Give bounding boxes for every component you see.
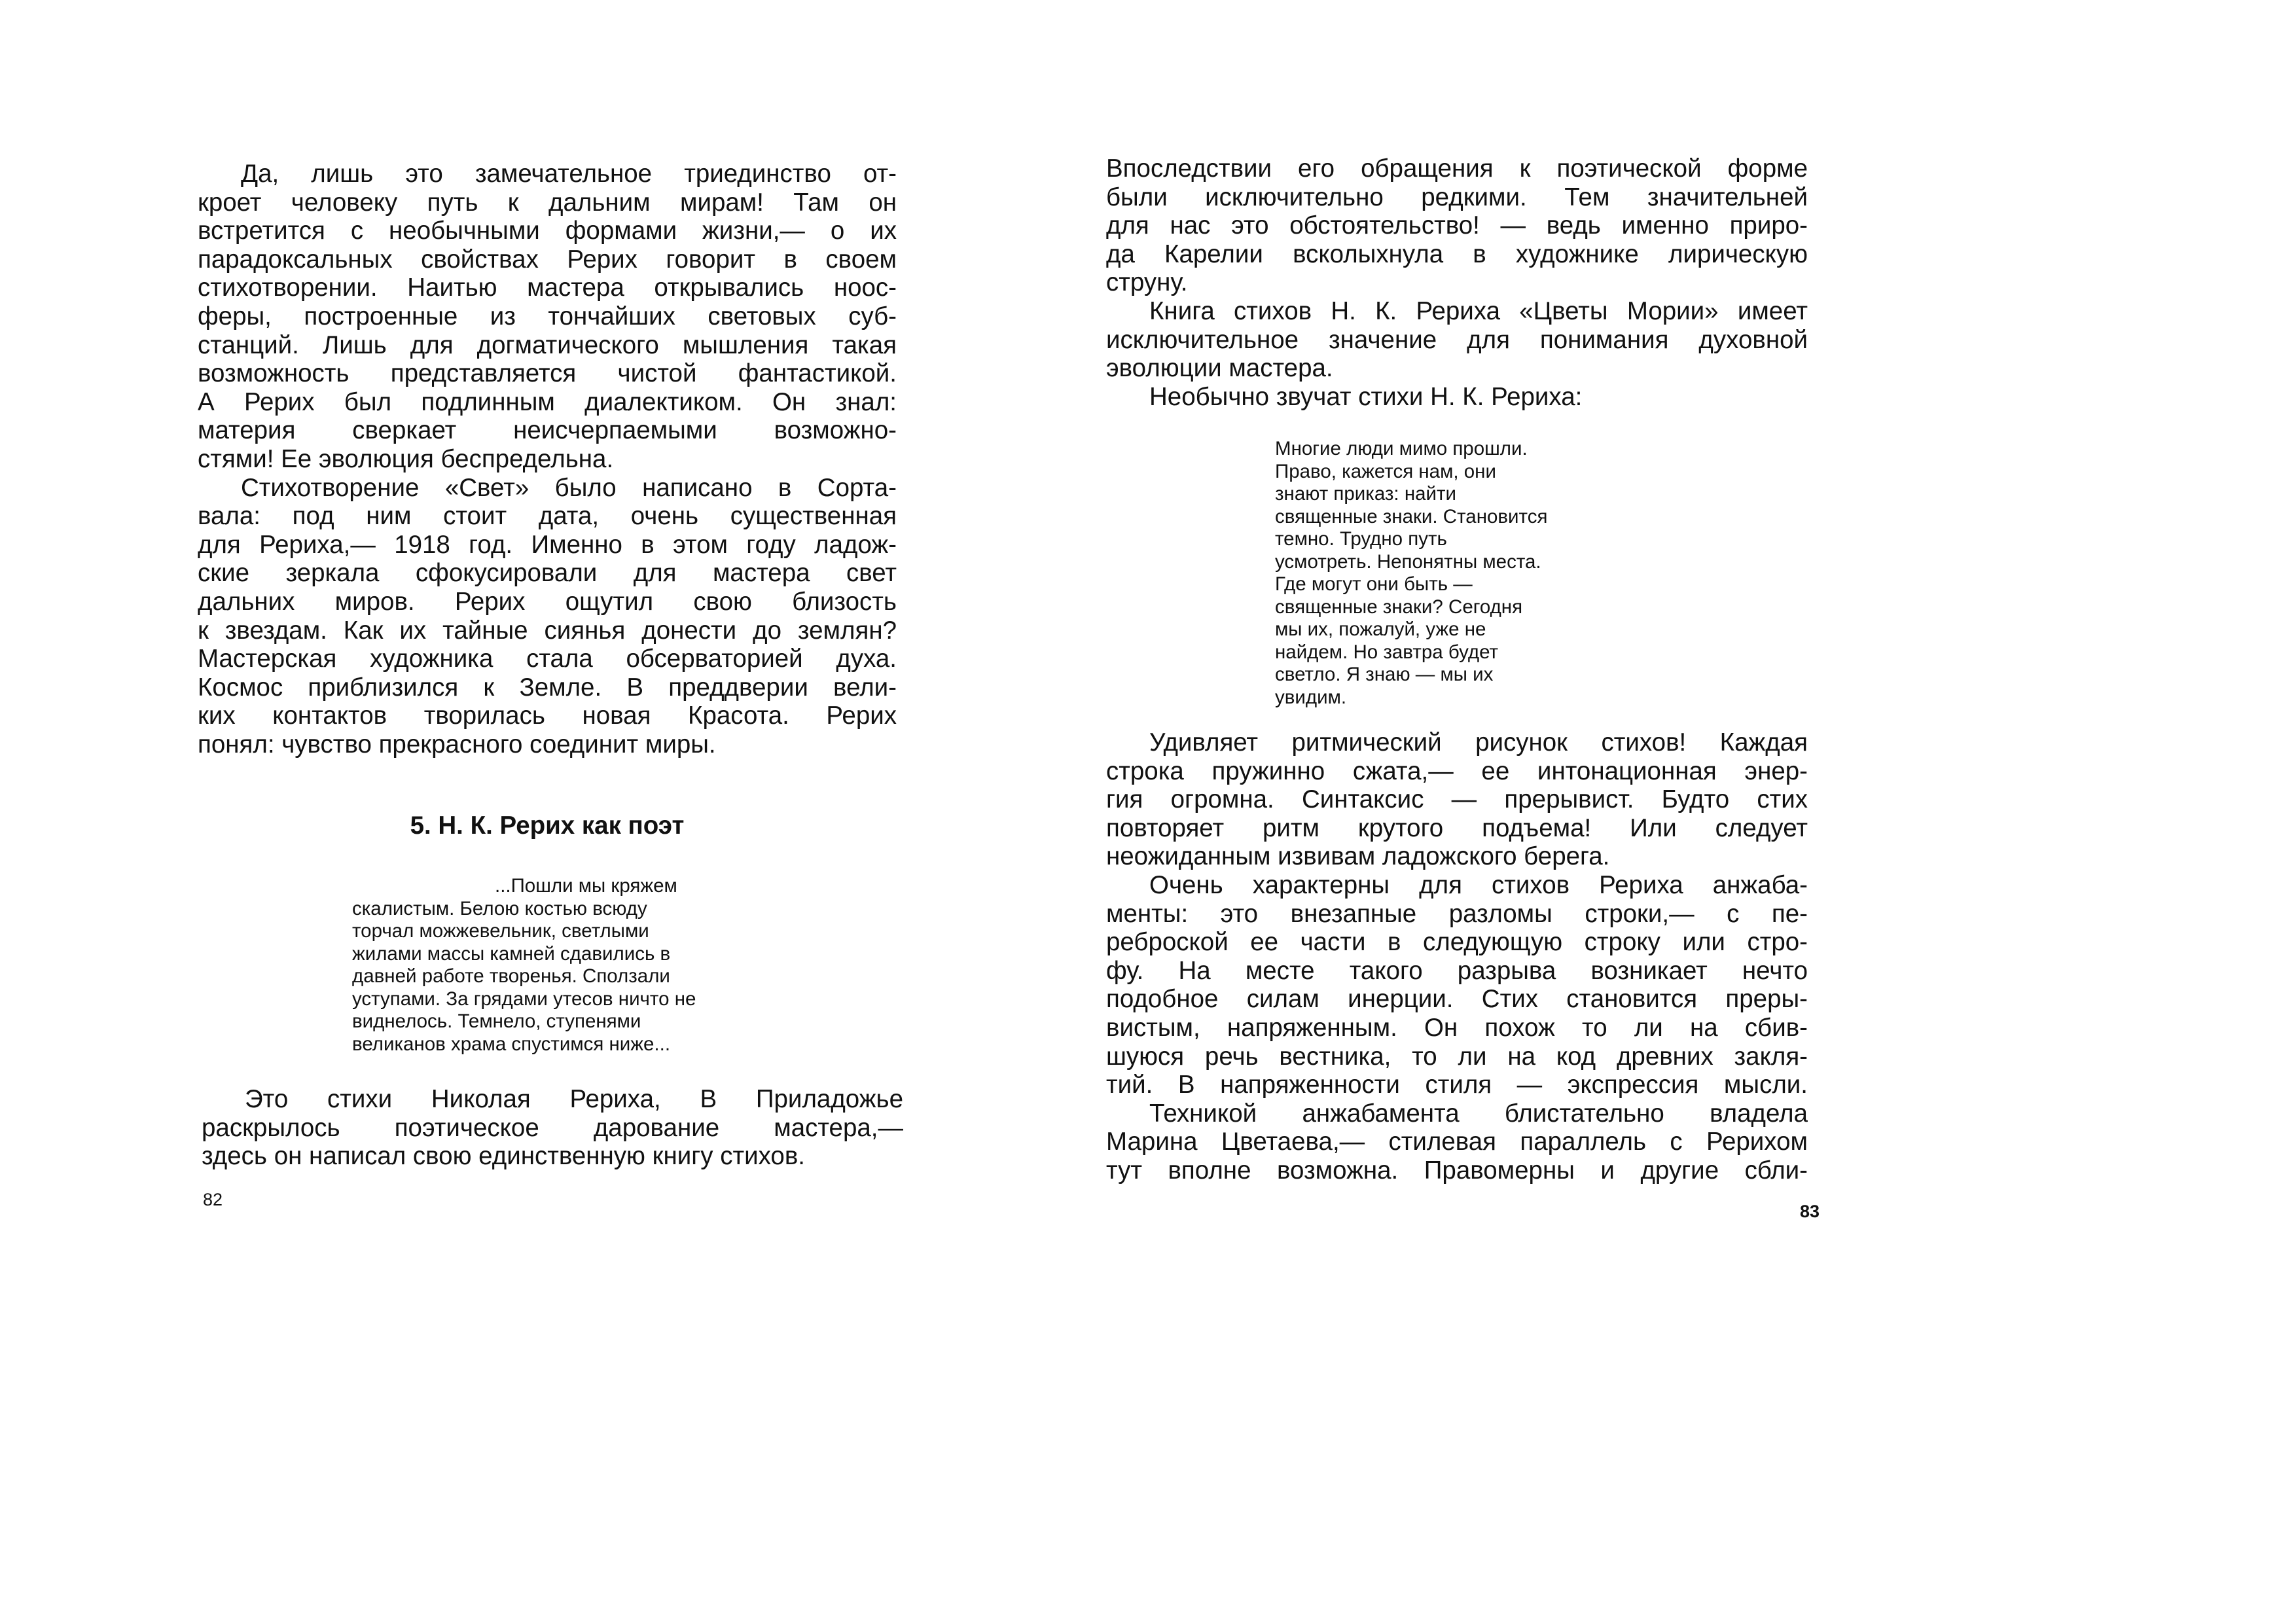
text-line: Да, лишь это замечательное триединство от-: [241, 160, 897, 188]
text-line: возможность представляется чистой фантастикой.: [198, 359, 897, 388]
right-text-block-1: [1106, 154, 1808, 411]
text-line: реброской ее части в следующую строку или стро-: [1106, 928, 1808, 957]
text-line: да Карелии всколыхнула в художнике лирическую: [1106, 240, 1808, 268]
text-line: здесь он написал свою единственную книгу стихов.: [202, 1142, 805, 1171]
right-text-block-2: [1106, 728, 1808, 1185]
verse-line: Право, кажется нам, они: [1275, 460, 1496, 482]
text-line: понял: чувство прекрасного соединит миры.: [198, 730, 716, 758]
text-line: Очень характерны для стихов Рериха анжаба-: [1149, 870, 1808, 899]
verse-line: увидим.: [1275, 686, 1347, 708]
text-line: строка пружинно сжата,— ее интонационная энер-: [1106, 757, 1808, 785]
text-line: исключительное значение для понимания духовной: [1106, 325, 1808, 354]
text-line: Книга стихов Н. К. Рериха «Цветы Мории» имеет: [1149, 296, 1808, 325]
text-line: повторяет ритм крутого подъема! Или следует: [1106, 813, 1808, 842]
text-line: стихотворении. Наитью мастера открывались ноос-: [198, 274, 897, 302]
text-line: А Рерих был подлинным диалектиком. Он знал:: [198, 387, 897, 416]
text-line: гия огромна. Синтаксис — прерывист. Будто стих: [1106, 785, 1808, 814]
verse-line: давней работе творенья. Сползали: [352, 965, 670, 987]
text-line: для Рериха,— 1918 год. Именно в этом году ладож-: [198, 530, 897, 559]
text-line: Впоследствии его обращения к поэтической форме: [1106, 154, 1808, 183]
text-line: раскрылось поэтическое дарование мастера,—: [202, 1113, 903, 1142]
text-line: эволюции мастера.: [1106, 354, 1333, 383]
verse-line: священные знаки. Становится: [1275, 505, 1548, 527]
text-line: вистым, напряженным. Он похож то ли на сбив-: [1106, 1013, 1808, 1042]
verse-line: великанов храма спустимся ниже...: [352, 1033, 671, 1055]
text-line: фу. На месте такого разрыва возникает нечто: [1106, 956, 1808, 985]
text-line: подобное силам инерции. Стих становится преры-: [1106, 985, 1808, 1014]
text-line: станций. Лишь для догматического мышления такая: [198, 330, 897, 359]
verse-line: усмотреть. Непонятны места.: [1275, 550, 1541, 573]
text-line: тий. В напряженности стиля — экспрессия мысли.: [1106, 1071, 1808, 1099]
text-line: стями! Ее эволюция беспредельна.: [198, 444, 614, 473]
left-poem-excerpt: [352, 875, 696, 1056]
text-line: для нас это обстоятельство! — ведь именно приро-: [1106, 211, 1808, 240]
text-line: вала: под ним стоит дата, очень существенная: [198, 502, 897, 531]
text-line: Космос приблизился к Земле. В преддверии вели-: [198, 673, 897, 702]
right-poem-excerpt: [1275, 438, 1547, 709]
text-line: парадоксальных свойствах Рерих говорит в своем: [198, 245, 897, 274]
page-number: 82: [203, 1190, 223, 1209]
text-line: феры, построенные из тончайших световых суб-: [198, 302, 897, 330]
text-line: Мастерская художника стала обсерваторией духа.: [198, 645, 897, 673]
verse-line: Многие люди мимо прошли.: [1275, 438, 1528, 459]
text-line: Стихотворение «Свет» было написано в Сорта-: [241, 473, 897, 502]
text-line: встретится с необычными формами жизни,— о их: [198, 217, 897, 245]
verse-line: виднелось. Темнело, ступенями: [352, 1010, 641, 1032]
text-line: ких контактов творилась новая Красота. Рерих: [198, 702, 897, 730]
text-line: менты: это внезапные разломы строки,— с пе-: [1106, 899, 1808, 928]
text-line: неожиданным извивам ладожского берега.: [1106, 842, 1610, 871]
text-line: кроет человеку путь к дальним мирам! Там он: [198, 188, 897, 217]
verse-line: скалистым. Белою костью всюду: [352, 897, 647, 919]
text-line: дальних миров. Рерих ощутил свою близость: [198, 587, 897, 616]
text-line: Техникой анжабамента блистательно владела: [1149, 1099, 1808, 1128]
text-line: струну.: [1106, 268, 1188, 297]
verse-line: темно. Трудно путь: [1275, 528, 1447, 550]
text-line: материя сверкает неисчерпаемыми возможно-: [198, 416, 897, 445]
text-line: Это стихи Николая Рериха, В Приладожье: [245, 1085, 903, 1113]
section-heading: 5. Н. К. Рерих как поэт: [410, 812, 685, 840]
text-line: тут вполне возможна. Правомерны и другие сбли-: [1106, 1156, 1808, 1185]
page-number: 83: [1799, 1202, 1820, 1221]
verse-line: священные знаки? Сегодня: [1275, 596, 1523, 618]
text-line: шуюся речь вестника, то ли на код древних закля-: [1106, 1042, 1808, 1071]
verse-line: ...Пошли мы кряжем: [495, 875, 677, 897]
verse-line: Где могут они быть —: [1275, 573, 1473, 595]
text-line: Необычно звучат стихи Н. К. Рериха:: [1149, 382, 1583, 411]
left-text-block-2: [202, 1085, 903, 1171]
verse-line: уступами. За грядами утесов ничто не: [352, 988, 696, 1010]
text-line: ские зеркала сфокусировали для мастера свет: [198, 559, 897, 588]
verse-line: жилами массы камней сдавились в: [352, 942, 671, 965]
text-line: Удивляет ритмический рисунок стихов! Каждая: [1149, 728, 1808, 757]
verse-line: мы их, пожалуй, уже не: [1275, 618, 1486, 640]
verse-line: светло. Я знаю — мы их: [1275, 664, 1494, 685]
text-line: были исключительно редкими. Тем значительней: [1106, 183, 1808, 211]
text-line: Марина Цветаева,— стилевая параллель с Рерихом: [1106, 1128, 1808, 1156]
text-line: к звездам. Как их тайные сиянья донести до землян?: [198, 616, 897, 645]
verse-line: торчал можжевельник, светлыми: [352, 920, 649, 942]
verse-line: найдем. Но завтра будет: [1275, 641, 1499, 663]
left-text-block-1: [198, 160, 897, 758]
verse-line: знают приказ: найти: [1275, 483, 1456, 505]
